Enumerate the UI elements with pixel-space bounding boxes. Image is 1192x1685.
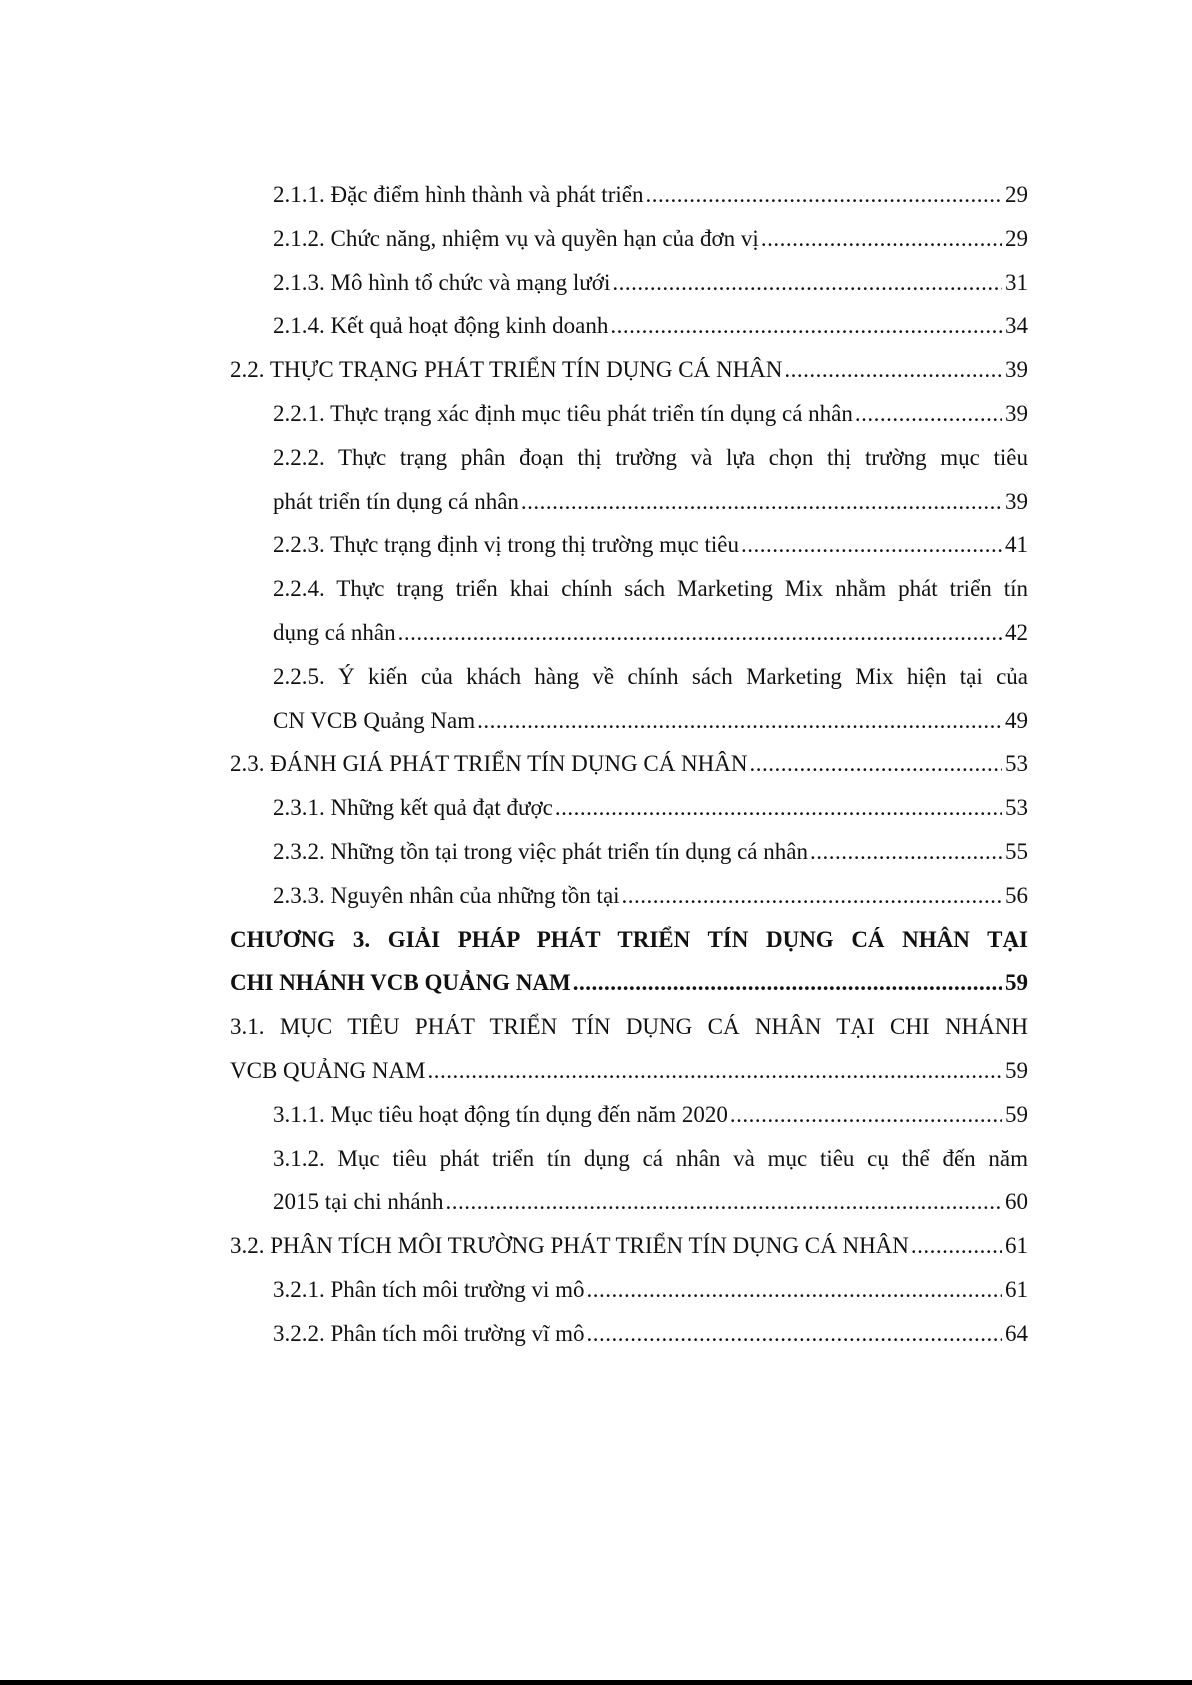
dot-leader (645, 173, 1002, 217)
toc-entry-title: CHƯƠNG 3. GIẢI PHÁP PHÁT TRIỂN TÍN DỤNG CÁ NHÂN TẠI (230, 926, 1028, 952)
toc-entry[interactable] (230, 611, 1028, 655)
toc-entry[interactable] (230, 304, 1028, 348)
toc-page-number: 29 (1005, 225, 1028, 251)
dot-leader (555, 786, 1002, 830)
toc-page-number: 56 (1005, 882, 1028, 908)
toc-entry-title: 2.2. THỰC TRẠNG PHÁT TRIỂN TÍN DỤNG CÁ NHÂN (230, 357, 783, 383)
toc-entry-title: 2.2.3. Thực trạng định vị trong thị trường mục tiêu (273, 532, 739, 558)
toc-entry[interactable] (230, 961, 1028, 1005)
toc-page-number: 59 (1005, 1101, 1028, 1127)
toc-entry[interactable] (230, 655, 1028, 699)
toc-entry[interactable] (230, 742, 1028, 786)
dot-leader (855, 392, 1002, 436)
toc-entry-title: 2.3.3. Nguyên nhân của những tồn tại (273, 882, 620, 908)
dot-leader (622, 874, 1002, 918)
dot-leader (610, 304, 1002, 348)
toc-page-number: 61 (1005, 1276, 1028, 1302)
dot-leader (477, 699, 1002, 743)
toc-entry-title: VCB QUẢNG NAM (230, 1057, 426, 1083)
toc-entry[interactable] (230, 1137, 1028, 1181)
toc-entry-title: 2.2.2. Thực trạng phân đoạn thị trường và lựa chọn thị trường mục tiêu (273, 444, 1028, 470)
toc-entry-title: 3.1. MỤC TIÊU PHÁT TRIỂN TÍN DỤNG CÁ NHÂN TẠI CHI NHÁNH (230, 1014, 1028, 1040)
toc-entry-title: 3.1.2. Mục tiêu phát triển tín dụng cá nhân và mục tiêu cụ thể đến năm (273, 1145, 1028, 1171)
toc-entry[interactable] (230, 261, 1028, 305)
dot-leader (810, 830, 1002, 874)
toc-entry[interactable] (230, 480, 1028, 524)
toc-page-number: 39 (1005, 357, 1028, 383)
toc-entry-title: 2.1.3. Mô hình tổ chức và mạng lưới (273, 269, 611, 295)
toc-entry-title: 2015 tại chi nhánh (273, 1189, 444, 1215)
toc-page-number: 53 (1005, 751, 1028, 777)
toc-entry[interactable] (230, 918, 1028, 962)
table-of-contents (230, 173, 1028, 1356)
toc-page-number: 39 (1005, 400, 1028, 426)
dot-leader (586, 1268, 1002, 1312)
dot-leader (446, 1180, 1002, 1224)
dot-leader (741, 523, 1002, 567)
toc-page-number: 29 (1005, 182, 1028, 207)
toc-entry[interactable] (230, 830, 1028, 874)
toc-entry-title: 2.2.1. Thực trạng xác định mục tiêu phát triển tín dụng cá nhân (273, 400, 853, 426)
toc-page-number: 31 (1005, 269, 1028, 295)
toc-entry[interactable] (230, 1049, 1028, 1093)
toc-page-number: 42 (1005, 619, 1028, 645)
toc-entry[interactable] (230, 523, 1028, 567)
dot-leader (911, 1224, 1002, 1268)
toc-entry-title: 2.2.4. Thực trạng triển khai chính sách Marketing Mix nhằm phát triển tín (273, 576, 1028, 602)
toc-page-number: 64 (1005, 1320, 1028, 1346)
dot-leader (761, 217, 1002, 261)
toc-page-number: 53 (1005, 795, 1028, 821)
toc-entry[interactable] (230, 436, 1028, 480)
toc-entry[interactable] (230, 348, 1028, 392)
toc-entry-title: CHI NHÁNH VCB QUẢNG NAM (230, 970, 571, 996)
toc-entry[interactable] (230, 1180, 1028, 1224)
toc-entry-title: 2.1.4. Kết quả hoạt động kinh doanh (273, 313, 609, 339)
toc-entry-title: 3.1.1. Mục tiêu hoạt động tín dụng đến năm 2020 (273, 1101, 728, 1127)
dot-leader (428, 1049, 1002, 1093)
toc-page-number: 61 (1005, 1233, 1028, 1259)
toc-entry-title: 3.2.1. Phân tích môi trường vi mô (273, 1276, 585, 1302)
dot-leader (521, 480, 1002, 524)
dot-leader (573, 961, 1002, 1005)
dot-leader (730, 1093, 1002, 1137)
toc-page-number: 34 (1005, 313, 1028, 339)
toc-entry[interactable] (230, 567, 1028, 611)
toc-entry-title: 2.3.2. Những tồn tại trong việc phát triển tín dụng cá nhân (273, 838, 808, 864)
toc-entry[interactable] (230, 874, 1028, 918)
toc-entry[interactable] (230, 1224, 1028, 1268)
toc-page-number: 60 (1005, 1189, 1028, 1215)
dot-leader (612, 261, 1002, 305)
toc-entry-title: CN VCB Quảng Nam (273, 707, 476, 733)
dot-leader (750, 742, 1003, 786)
toc-page-number: 41 (1005, 532, 1028, 558)
toc-entry[interactable] (230, 1312, 1028, 1356)
dot-leader (586, 1312, 1002, 1356)
toc-page-number: 59 (1005, 1057, 1028, 1083)
dot-leader (398, 611, 1002, 655)
toc-page-number: 49 (1005, 707, 1028, 733)
toc-page-number: 55 (1005, 838, 1028, 864)
toc-entry[interactable] (230, 699, 1028, 743)
dot-leader (784, 348, 1002, 392)
toc-entry[interactable] (230, 392, 1028, 436)
toc-entry[interactable] (230, 217, 1028, 261)
toc-entry[interactable] (230, 1093, 1028, 1137)
toc-entry-title: 2.3. ĐÁNH GIÁ PHÁT TRIỂN TÍN DỤNG CÁ NHÂN (230, 751, 748, 777)
toc-entry-title: 3.2. PHÂN TÍCH MÔI TRƯỜNG PHÁT TRIỂN TÍN DỤNG CÁ NHÂN (230, 1233, 909, 1259)
toc-entry-title: 2.3.1. Những kết quả đạt được (273, 795, 553, 821)
toc-entry-title: 2.1.2. Chức năng, nhiệm vụ và quyền hạn của đơn vị (273, 225, 759, 251)
toc-page-number: 39 (1005, 488, 1028, 514)
toc-entry-title: phát triển tín dụng cá nhân (273, 488, 519, 514)
toc-entry-title: 2.2.5. Ý kiến của khách hàng về chính sách Marketing Mix hiện tại của (273, 663, 1028, 689)
toc-entry-title: 2.1.1. Đặc điểm hình thành và phát triển (273, 182, 644, 207)
toc-entry[interactable] (230, 786, 1028, 830)
toc-entry-title: 3.2.2. Phân tích môi trường vĩ mô (273, 1320, 585, 1346)
toc-entry[interactable] (230, 1268, 1028, 1312)
toc-entry[interactable] (230, 1005, 1028, 1049)
page-bottom-edge (0, 1680, 1192, 1685)
toc-entry[interactable] (230, 173, 1028, 217)
toc-page-number: 59 (1005, 970, 1028, 996)
toc-entry-title: dụng cá nhân (273, 619, 396, 645)
